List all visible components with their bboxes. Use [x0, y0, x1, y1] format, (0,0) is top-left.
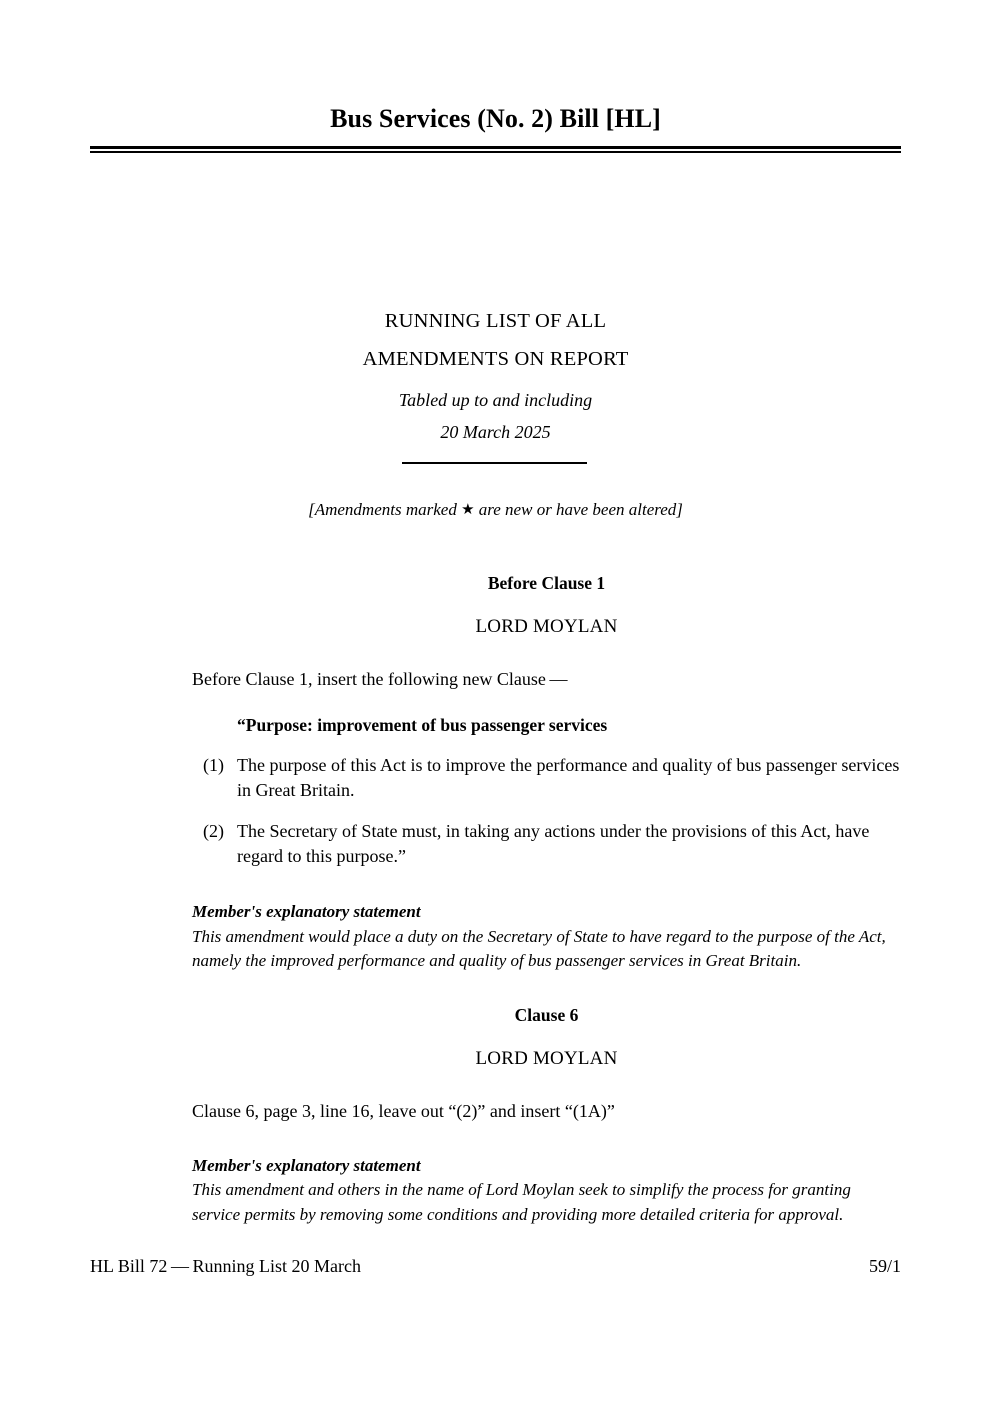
amendments-body: [192, 572, 901, 1227]
bill-title: Bus Services (No. 2) Bill [HL]: [330, 104, 661, 133]
title-double-rule: [90, 146, 901, 153]
amendment-intro-text: Before Clause 1, insert the following new Clause —: [192, 669, 568, 689]
inserted-clause-heading: “Purpose: improvement of bus passenger services: [237, 715, 608, 735]
star-note-after-text: are new or have been altered: [474, 500, 677, 519]
page-footer: [90, 1256, 901, 1277]
section-heading: Clause 6: [514, 1004, 579, 1025]
amendment-section-before-clause-1: [192, 572, 901, 974]
subsection-number: (2): [203, 821, 224, 841]
explanatory-statement: [192, 900, 901, 974]
title-rule-thin: [90, 151, 901, 153]
explanatory-statement-body: This amendment would place a duty on the Secretary of State to have regard to the purpose of the Act, namely the improved performance and quality of bus passenger services in Great Britain.: [192, 926, 886, 970]
star-note-close-bracket: ]: [676, 500, 683, 519]
star-note: [90, 500, 901, 520]
amendment-text: Clause 6, page 3, line 16, leave out “(2)” and insert “(1A)”: [192, 1100, 615, 1121]
inserted-clause-subsection: [192, 753, 901, 803]
masthead-line-2: AMENDMENTS ON REPORT: [362, 348, 629, 370]
star-icon: ★: [461, 502, 475, 518]
amendment-section-clause-6: [192, 1004, 901, 1228]
masthead-block: [90, 302, 901, 448]
section-heading: Before Clause 1: [487, 573, 606, 593]
explanatory-statement-title: Member's explanatory statement: [192, 1155, 421, 1175]
star-note-before-text: Amendments marked: [314, 500, 462, 519]
subsection-text: The purpose of this Act is to improve the performance and quality of bus passenger services in Great Britain.: [237, 755, 900, 800]
masthead-separator-rule: [402, 462, 587, 464]
explanatory-statement: [192, 1154, 901, 1228]
explanatory-statement-body: This amendment and others in the name of Lord Moylan seek to simplify the process for granting service permits by removing some conditions and providing more detailed criteria for approval.: [192, 1180, 851, 1224]
section-member-name: LORD MOYLAN: [475, 1047, 618, 1069]
footer-bill-reference: HL Bill 72 — Running List 20 March: [90, 1256, 362, 1276]
footer-page-number: 59/1: [868, 1256, 901, 1276]
section-member-name: LORD MOYLAN: [475, 616, 618, 637]
masthead-tabled-label: Tabled up to and including: [398, 390, 593, 410]
star-note-open-bracket: [: [308, 500, 315, 519]
inserted-clause-subsection: [192, 819, 901, 869]
masthead-date: 20 March 2025: [440, 422, 551, 442]
subsection-number: (1): [203, 755, 224, 775]
explanatory-statement-title: Member's explanatory statement: [192, 902, 421, 921]
subsection-text: The Secretary of State must, in taking any actions under the provisions of this Act, have regard to this purpose.”: [237, 821, 870, 866]
masthead-line-1: RUNNING LIST OF ALL: [384, 310, 607, 332]
